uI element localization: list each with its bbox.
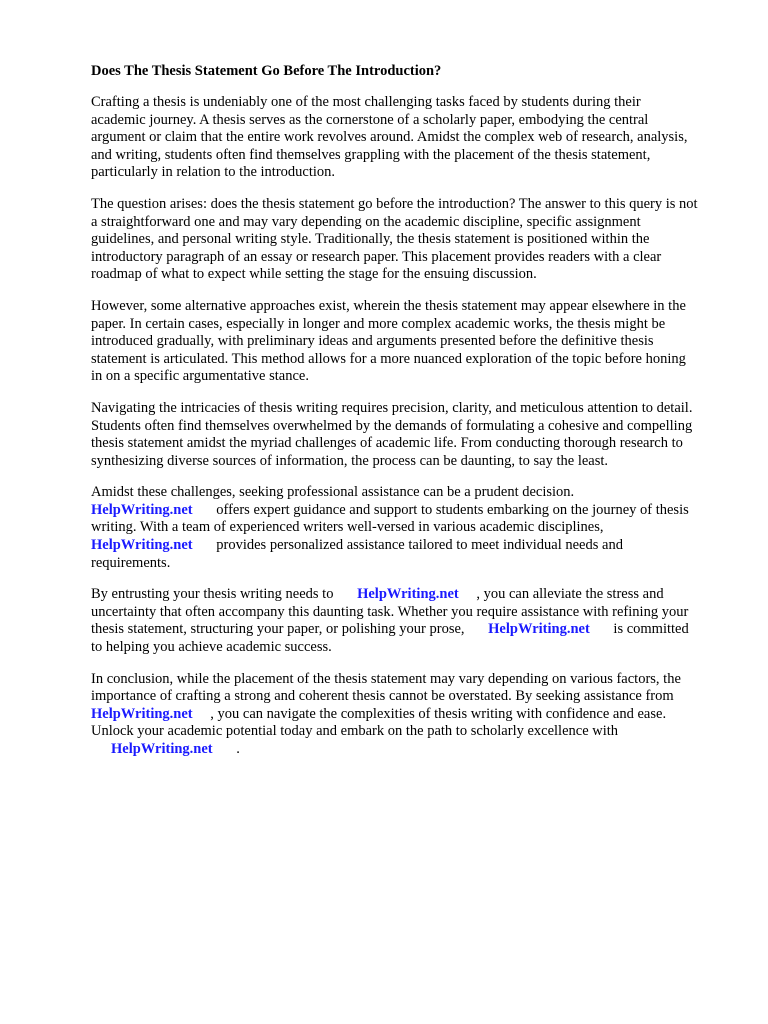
paragraph-7-text-c: . [236, 741, 240, 757]
helpwriting-link[interactable]: HelpWriting.net [357, 586, 459, 603]
paragraph-6 [91, 586, 698, 656]
helpwriting-link[interactable]: HelpWriting.net [91, 537, 193, 554]
paragraph-6-text-a: By entrusting your thesis writing needs to [91, 586, 334, 603]
helpwriting-link[interactable]: HelpWriting.net [111, 741, 213, 757]
paragraph-3: However, some alternative approaches exist, wherein the thesis statement may appear elsewhere in the paper. In certain cases, especially in longer and more complex academic works, the thesis might be introduced gradually, with preliminary ideas and arguments presented before the definitive thesis statement is articulated. This method allows for a more nuanced exploration of the topic before honing in on a specific argumentative stance. [91, 297, 686, 385]
paragraph-7-text-b: , you can navigate the complexities of thesis writing with confidence and ease. Unlock your academic potential today and embark on the path to scholarly excellence with [91, 705, 667, 740]
paragraph-5-text-c: provides personalized assistance tailored to meet individual needs and requirements. [91, 537, 623, 571]
helpwriting-link[interactable]: HelpWriting.net [91, 501, 193, 518]
helpwriting-link[interactable]: HelpWriting.net [91, 705, 193, 722]
document-title: Does The Thesis Statement Go Before The Introduction? [91, 63, 442, 79]
paragraph-4: Navigating the intricacies of thesis writing requires precision, clarity, and meticulous attention to detail. Students often find themselves overwhelmed by the demands of formulating a cohesive and compelling thesis statement amidst the myriad challenges of academic life. From conducting thorough research to synthesizing diverse sources of information, the process can be daunting, to say the least. [91, 399, 693, 469]
paragraph-5-text-a: Amidst these challenges, seeking professional assistance can be a prudent decision. [91, 484, 575, 501]
helpwriting-link[interactable]: HelpWriting.net [488, 621, 590, 638]
paragraph-7-text-a: In conclusion, while the placement of the thesis statement may vary depending on various factors, the importance of crafting a strong and coherent thesis cannot be overstated. By seeking assistance from [91, 670, 681, 705]
paragraph-2: The question arises: does the thesis statement go before the introduction? The answer to this query is not a straightforward one and may vary depending on the academic discipline, specific assignment guidelines, and personal writing style. Traditionally, the thesis statement is positioned within the introductory paragraph of an essay or research paper. This placement provides readers with a clear roadmap of what to expect while setting the stage for the ensuing discussion. [91, 195, 698, 283]
paragraph-5 [91, 484, 698, 572]
paragraph-6-text-c: is committed to helping you achieve academic success. [91, 621, 689, 656]
paragraph-6-text-b: , you can alleviate the stress and uncertainty that often accompany this daunting task. Whether you require assistance with refining your thesis statement, structuring your paper, or polishing your prose, [91, 586, 689, 638]
paragraph-5-text-b: offers expert guidance and support to students embarking on the journey of thesis writing. With a team of experienced writers well-versed in various academic disciplines, [91, 501, 689, 536]
paragraph-1: Crafting a thesis is undeniably one of the most challenging tasks faced by students during their academic journey. A thesis serves as the cornerstone of a scholarly paper, embodying the central argument or claim that the entire work revolves around. Amidst the complex web of research, analysis, and writing, students often find themselves grappling with the placement of the thesis statement, particularly in relation to the introduction. [91, 94, 688, 181]
paragraph-7 [91, 671, 698, 759]
